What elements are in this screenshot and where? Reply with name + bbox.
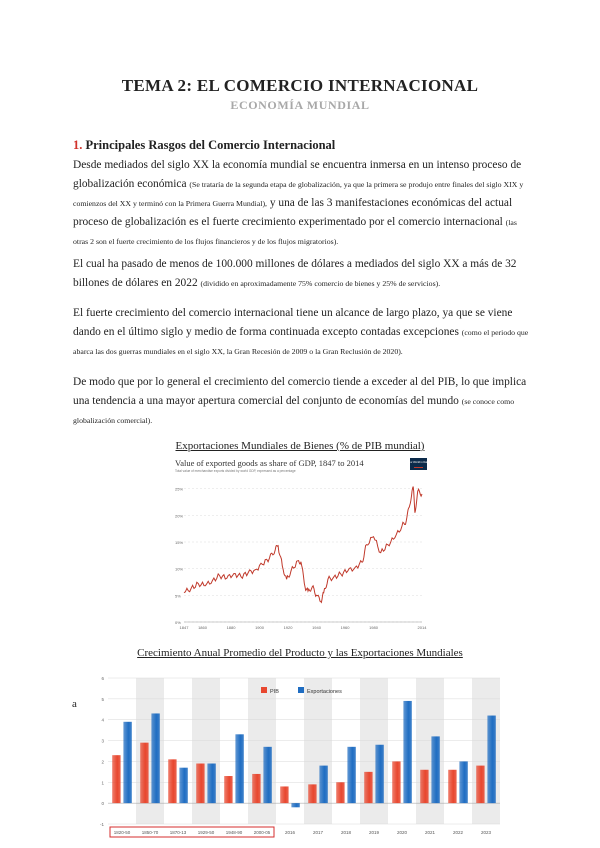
legend-label-exportaciones: Exportaciones: [307, 689, 342, 695]
chart-1-x-tick: 1847: [179, 625, 189, 630]
chart-1-y-tick: 25%: [175, 486, 184, 492]
paragraph-4-main: De modo que por lo general el crecimiento del comercio tiende a exceder al del PIB, lo que implica una tendencia a una mayor apertura comercial del conjunto de economías del mundo: [73, 376, 527, 407]
bar-pib-2019: [364, 772, 372, 803]
document-title: TEMA 2: EL COMERCIO INTERNACIONAL: [121, 76, 479, 95]
bar-pib-2018: [336, 782, 344, 803]
legend-swatch-pib: [261, 687, 267, 693]
paragraph-2: [73, 255, 529, 293]
paragraph-4-note: (se conoce como globalización comercial).: [73, 397, 515, 425]
bar-exportaciones-1820-50: [123, 722, 131, 803]
chart-1-subtitle: Total value of merchandise exports divided by world GDP, expressed as a percentage: [175, 469, 296, 473]
paragraph-3: [73, 304, 529, 361]
chart-1-x-tick: 1940: [312, 625, 321, 630]
growth-gdp-exports-chart: [90, 664, 510, 844]
paragraph-3-main: El fuerte crecimiento del comercio internacional tiene un alcance de largo plazo, ya que se viene dando en el último siglo y medio de forma continuada excepto contadas excepciones: [73, 307, 513, 338]
chart-2-x-label: 2018: [340, 830, 352, 835]
legend-swatch-exportaciones: [298, 687, 304, 693]
section-number: 1.: [73, 138, 83, 152]
bar-exportaciones-1948-90: [235, 734, 243, 803]
section-title: Principales Rasgos del Comercio Internacional: [85, 138, 336, 152]
bar-exportaciones-2017: [319, 766, 327, 804]
chart-2-x-label: 1929-50: [197, 830, 215, 835]
owid-logo: [410, 458, 427, 470]
paragraph-2-note: (dividido en aproximadamente 75% comercio de bienes y 25% de servicios).: [200, 279, 441, 288]
chart-1-background: [172, 456, 430, 634]
figure-2-caption: Crecimiento Anual Promedio del Producto y las Exportaciones Mundiales: [137, 647, 463, 659]
paragraph-1-note-b: (las otras 2 son el fuerte crecimiento de los flujos financieros y de los flujos migratorios).: [73, 218, 517, 246]
bar-pib-2000-05: [252, 774, 260, 803]
chart-1-y-tick: 20%: [175, 513, 184, 519]
chart-2-y-tick: 1: [101, 780, 104, 786]
section-heading: [73, 138, 335, 153]
chart-1-y-tick: 15%: [175, 540, 184, 545]
paragraph-1-main-a: Desde mediados del siglo XX la economía mundial se encuentra inmersa en un intenso proceso de globalización económica: [73, 159, 522, 190]
chart-2-y-tick: 4: [101, 717, 104, 723]
bar-pib-2020: [392, 761, 400, 803]
exports-share-gdp-chart: [172, 456, 430, 634]
chart-1-y-tick: 0%: [175, 620, 181, 625]
bar-exportaciones-2000-05: [263, 747, 271, 803]
chart-2-x-label: 2023: [480, 830, 492, 835]
owid-logo-text: Our World in Data: [408, 461, 429, 464]
bar-pib-2022: [448, 770, 456, 803]
paragraph-1: [73, 156, 529, 251]
chart-2-x-label: 2017: [312, 830, 324, 835]
chart-2-x-label: 2016: [284, 830, 296, 835]
chart-2-y-tick: 5: [101, 696, 104, 702]
bar-exportaciones-1850-70: [151, 713, 159, 803]
chart-2-x-label: 1820-50: [113, 830, 131, 835]
paragraph-4: [73, 373, 529, 430]
chart-1-x-tick: 1960: [340, 625, 350, 630]
bar-exportaciones-1870-13: [179, 768, 187, 803]
chart-2-x-label: 2021: [424, 830, 436, 835]
chart-2-x-label: 1948-90: [225, 830, 243, 835]
chart-2-x-label: 1850-70: [141, 830, 159, 835]
historical-periods-highlight: [110, 827, 274, 837]
bar-pib-1870-13: [168, 759, 176, 803]
chart-2-y-tick: 3: [101, 738, 104, 744]
chart-2-y-tick: 2: [101, 759, 104, 765]
bar-pib-1820-50: [112, 755, 120, 803]
bar-exportaciones-2018: [347, 747, 355, 803]
chart-2-x-label: 1870-13: [169, 830, 187, 835]
chart-2-x-label: 2020: [396, 830, 408, 835]
margin-marker: a: [72, 698, 77, 710]
bar-exportaciones-2020: [403, 701, 411, 803]
chart-2-x-label: 2019: [368, 830, 380, 835]
chart-2-y-tick: 0: [101, 801, 104, 807]
bar-pib-1850-70: [140, 743, 148, 803]
bar-pib-1929-50: [196, 764, 204, 804]
bar-pib-2021: [420, 770, 428, 803]
paragraph-1-main-b: y una de las 3 manifestaciones económicas del actual proceso de globalización es el fuerte crecimiento experimentado por el comercio internacional: [73, 197, 513, 228]
bar-exportaciones-2022: [459, 761, 467, 803]
chart-1-x-tick: 1920: [283, 625, 293, 630]
chart-1-title: Value of exported goods as share of GDP, 1847 to 2014: [175, 458, 364, 468]
chart-2-x-label: 2000-05: [253, 830, 271, 835]
bar-pib-1948-90: [224, 776, 232, 803]
chart-1-y-tick: 5%: [175, 593, 181, 599]
document-subtitle: ECONOMÍA MUNDIAL: [230, 98, 370, 112]
chart-2-y-tick: -1: [99, 822, 104, 827]
chart-2-y-tick: 6: [101, 676, 104, 681]
bar-exportaciones-2016: [291, 803, 299, 807]
chart-2-legend: [261, 687, 342, 695]
chart-1-x-tick: 2014: [417, 625, 427, 630]
legend-label-pib: PIB: [270, 689, 279, 695]
paragraph-2-main: El cual ha pasado de menos de 100.000 millones de dólares a mediados del siglo XX a más de 32 billones de dólares en 2022: [73, 258, 517, 289]
chart-2-x-label: 2022: [452, 830, 464, 835]
chart-1-x-tick: 1860: [198, 625, 207, 630]
paragraph-3-note: (como el periodo que abarca las dos guerras mundiales en el siglo XX, la Gran Recesión de 2009 o la Gran Reclusión de 2020).: [73, 328, 529, 356]
bar-pib-2017: [308, 784, 316, 803]
bar-exportaciones-2019: [375, 745, 383, 803]
bar-pib-2016: [280, 786, 288, 803]
chart-1-x-tick: 1880: [226, 625, 236, 630]
bar-exportaciones-2023: [487, 716, 495, 804]
bar-pib-2023: [476, 766, 484, 804]
figure-1-caption: Exportaciones Mundiales de Bienes (% de PIB mundial): [175, 440, 425, 452]
paragraph-1-note-a: (Se trataría de la segunda etapa de globalización, ya que la primera se produjo entre finales del siglo XIX y comienzos del XX y terminó con la Primera Guerra Mundial),: [73, 180, 524, 208]
chart-1-x-tick: 1900: [255, 625, 264, 630]
chart-1-x-tick: 1980: [369, 625, 378, 630]
bar-exportaciones-1929-50: [207, 764, 215, 804]
chart-1-y-tick: 10%: [175, 566, 184, 572]
bar-exportaciones-2021: [431, 736, 439, 803]
